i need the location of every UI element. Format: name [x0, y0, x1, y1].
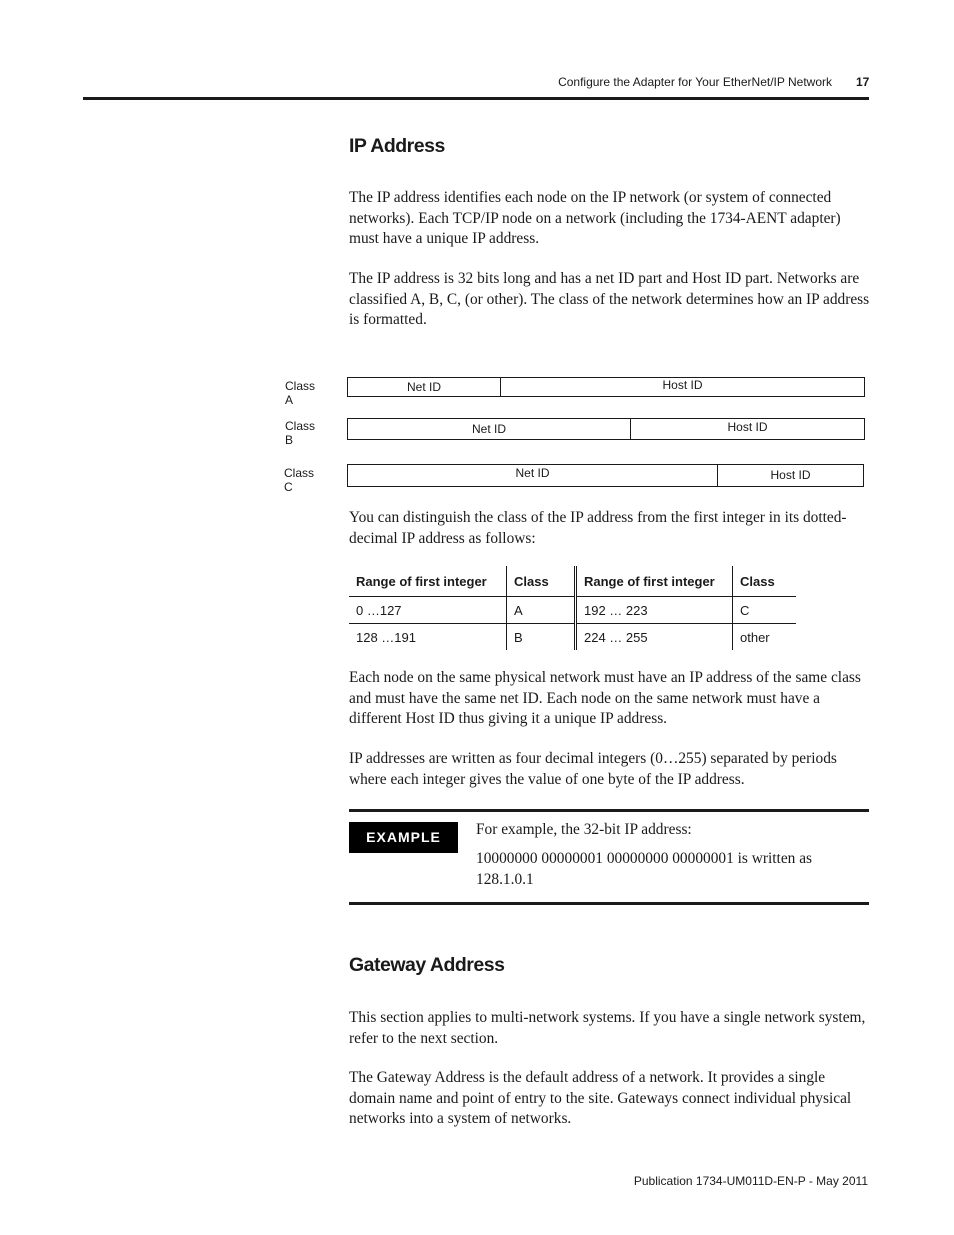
header-range-2: Range of first integer [576, 566, 733, 597]
class-a-net-id: Net ID [406, 380, 441, 394]
table-cell: 192 … 223 [576, 597, 733, 624]
class-b-bar [347, 418, 865, 440]
example-top-rule [349, 809, 869, 812]
class-distinguish-paragraph: You can distinguish the class of the IP address from the first integer in its dotted-decimal IP address as follows: [349, 509, 847, 547]
example-line-2: 10000000 00000001 00000000 00000001 is written as 128.1.0.1 [476, 850, 813, 888]
header-range-1: Range of first integer [349, 566, 507, 597]
table-cell: B [507, 624, 576, 651]
class-c-label: Class C [284, 466, 315, 494]
table-cell: other [733, 624, 797, 651]
same-network-paragraph: Each node on the same physical network must have an IP address of the same class and must have the same net ID. Each node on the same network must have a different Host ID thus giving it a unique IP address. [349, 669, 861, 727]
ip-address-intro-paragraph: The IP address identifies each node on the IP network (or system of connected networks). Each TCP/IP node on a network (including the 1734-AENT adapter) must have a unique IP address. [349, 189, 841, 247]
class-c-bar [347, 464, 864, 487]
ip-address-heading: IP Address [349, 135, 445, 157]
class-a-label: Class A [285, 379, 316, 407]
publication-footer: Publication 1734-UM011D-EN-P - May 2011 [633, 1174, 868, 1188]
written-format-paragraph: IP addresses are written as four decimal integers (0…255) separated by periods where each integer gives the value of one byte of the IP address. [349, 750, 837, 788]
gateway-definition-paragraph: The Gateway Address is the default address of a network. It provides a single domain name and point of entry to the site. Gateways connect individual physical networks into a system of networks. [349, 1069, 852, 1127]
class-range-table [349, 566, 796, 650]
table-cell: 0 …127 [349, 597, 507, 624]
table-cell: 224 … 255 [576, 624, 733, 651]
class-c-host-id: Host ID [717, 465, 863, 486]
class-a-bar [347, 377, 865, 397]
ip-address-format-paragraph: The IP address is 32 bits long and has a net ID part and Host ID part. Networks are classified A, B, C, (or other). The class of the network determines how an IP address is formatted. [349, 270, 870, 328]
table-row [349, 597, 796, 624]
header-class-1: Class [507, 566, 576, 597]
class-b-label: Class B [285, 419, 316, 447]
example-line-1: For example, the 32-bit IP address: [476, 821, 692, 838]
example-badge: EXAMPLE [349, 822, 458, 853]
example-bottom-rule [349, 902, 869, 905]
page-number: 17 [856, 75, 870, 89]
class-a-host-id: Host ID [500, 378, 864, 396]
class-b-net-id: Net ID [471, 422, 506, 436]
class-c-net-id: Net ID [515, 466, 550, 480]
header-class-2: Class [733, 566, 797, 597]
table-cell: C [733, 597, 797, 624]
table-cell: 128 …191 [356, 629, 416, 645]
class-b-host-id: Host ID [630, 419, 864, 439]
running-header-title: Configure the Adapter for Your EtherNet/IP Network [558, 75, 832, 89]
table-row [349, 624, 796, 651]
table-header-row [349, 566, 796, 597]
header-rule [83, 97, 869, 100]
gateway-scope-paragraph: This section applies to multi-network systems. If you have a single network system, refer to the next section. [349, 1009, 866, 1047]
gateway-address-heading: Gateway Address [349, 954, 505, 976]
table-cell: A [507, 597, 576, 624]
